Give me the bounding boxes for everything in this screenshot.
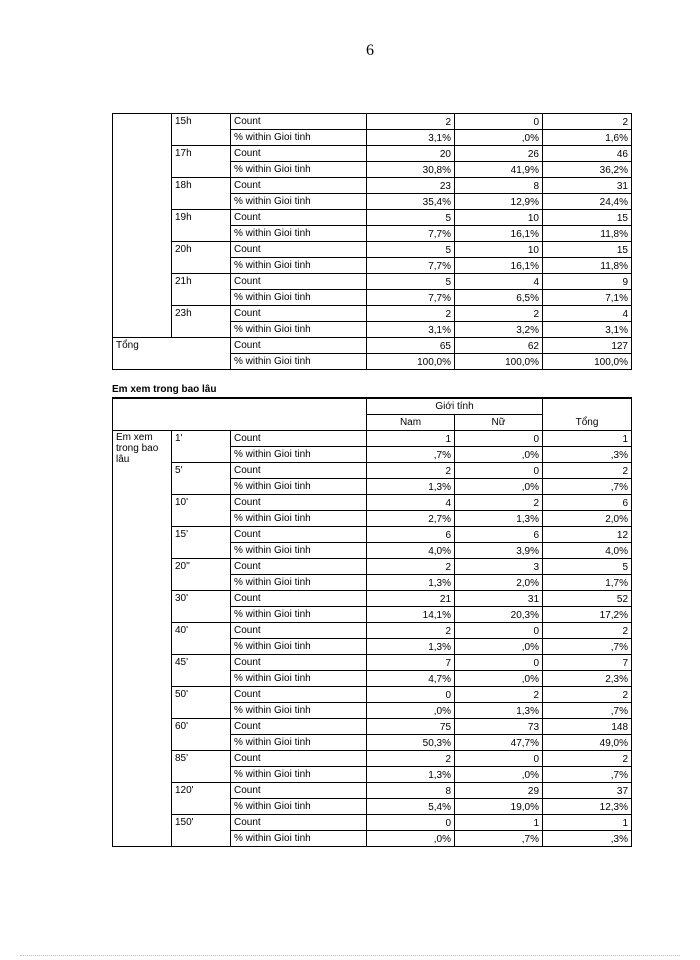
count-cell: 10: [455, 210, 543, 226]
table-row: [113, 114, 632, 130]
group-label: 21h: [172, 274, 231, 306]
stat-label-count: Count: [231, 751, 367, 767]
stat-label-count: Count: [231, 114, 367, 130]
pct-cell: ,0%: [367, 703, 455, 719]
pct-cell: 41,9%: [455, 162, 543, 178]
table-row: [113, 719, 632, 735]
stat-label-count: Count: [231, 242, 367, 258]
table-row: [113, 815, 632, 831]
count-cell: 6: [367, 527, 455, 543]
count-cell: 1: [543, 431, 632, 447]
header-corner: [113, 398, 367, 431]
stat-label-count: Count: [231, 463, 367, 479]
pct-cell: 3,1%: [543, 322, 632, 338]
count-cell: 0: [455, 655, 543, 671]
count-cell: 3: [455, 559, 543, 575]
stat-label-pct: % within Gioi tinh: [231, 322, 367, 338]
stat-label-pct: % within Gioi tinh: [231, 479, 367, 495]
stat-label-count: Count: [231, 815, 367, 831]
pct-cell: 50,3%: [367, 735, 455, 751]
stat-label-count: Count: [231, 783, 367, 799]
pct-cell: ,7%: [543, 703, 632, 719]
group-label: 18h: [172, 178, 231, 210]
pct-cell: ,0%: [455, 130, 543, 146]
count-cell: 2: [543, 463, 632, 479]
header-male: Nam: [367, 415, 455, 431]
count-cell: 5: [367, 242, 455, 258]
group-label: 15h: [172, 114, 231, 146]
pct-cell: ,0%: [455, 479, 543, 495]
pct-cell: 5,4%: [367, 799, 455, 815]
stat-label-count: Count: [231, 559, 367, 575]
table-row: [113, 274, 632, 290]
count-cell: 2: [455, 306, 543, 322]
count-cell: 8: [367, 783, 455, 799]
group-label: 23h: [172, 306, 231, 338]
pct-cell: 1,3%: [367, 767, 455, 783]
pct-cell: 7,7%: [367, 258, 455, 274]
group-label: 60': [172, 719, 231, 751]
group-label: 19h: [172, 210, 231, 242]
group-label: 17h: [172, 146, 231, 178]
count-cell: 15: [543, 242, 632, 258]
pct-cell: 100,0%: [455, 354, 543, 370]
count-cell: 2: [543, 623, 632, 639]
table-row: [113, 655, 632, 671]
count-cell: 75: [367, 719, 455, 735]
row-variable-label: Em xem trong bao lâu: [113, 431, 172, 847]
pct-cell: 12,9%: [455, 194, 543, 210]
pct-cell: 49,0%: [543, 735, 632, 751]
count-cell: 8: [455, 178, 543, 194]
stat-label-count: Count: [231, 274, 367, 290]
pct-cell: 2,3%: [543, 671, 632, 687]
pct-cell: 7,7%: [367, 226, 455, 242]
pct-cell: 4,0%: [543, 543, 632, 559]
count-cell: 4: [367, 495, 455, 511]
count-cell: 4: [455, 274, 543, 290]
count-cell: 21: [367, 591, 455, 607]
count-cell: 52: [543, 591, 632, 607]
count-cell: 2: [367, 463, 455, 479]
count-cell: 1: [543, 815, 632, 831]
count-cell: 6: [543, 495, 632, 511]
stat-label-pct: % within Gioi tinh: [231, 831, 367, 847]
pct-cell: ,7%: [543, 767, 632, 783]
pct-cell: 2,0%: [543, 511, 632, 527]
stat-label-pct: % within Gioi tinh: [231, 258, 367, 274]
pct-cell: 1,3%: [367, 479, 455, 495]
pct-cell: 16,1%: [455, 226, 543, 242]
count-cell: 23: [367, 178, 455, 194]
stat-label-pct: % within Gioi tinh: [231, 735, 367, 751]
stat-label-pct: % within Gioi tinh: [231, 162, 367, 178]
pct-cell: 1,3%: [367, 639, 455, 655]
pct-cell: ,0%: [455, 671, 543, 687]
stat-label-count: Count: [231, 338, 367, 354]
pct-cell: 3,1%: [367, 322, 455, 338]
pct-cell: 11,8%: [543, 258, 632, 274]
pct-cell: 19,0%: [455, 799, 543, 815]
group-label: 120': [172, 783, 231, 815]
stat-label-pct: % within Gioi tinh: [231, 194, 367, 210]
count-cell: 31: [455, 591, 543, 607]
group-label: 150': [172, 815, 231, 847]
stat-label-pct: % within Gioi tinh: [231, 130, 367, 146]
pct-cell: ,7%: [543, 639, 632, 655]
pct-cell: 30,8%: [367, 162, 455, 178]
table-row: [113, 495, 632, 511]
header-female: Nữ: [455, 415, 543, 431]
count-cell: 2: [367, 559, 455, 575]
group-label: 10': [172, 495, 231, 527]
stat-label-count: Count: [231, 591, 367, 607]
pct-cell: 24,4%: [543, 194, 632, 210]
stat-label-count: Count: [231, 719, 367, 735]
count-cell: 2: [543, 687, 632, 703]
stat-label-pct: % within Gioi tinh: [231, 543, 367, 559]
stat-label-count: Count: [231, 687, 367, 703]
count-cell: 7: [367, 655, 455, 671]
pct-cell: ,3%: [543, 447, 632, 463]
table-row: [113, 431, 632, 447]
count-cell: 9: [543, 274, 632, 290]
pct-cell: 7,7%: [367, 290, 455, 306]
group-label: 45': [172, 655, 231, 687]
table-row: [113, 178, 632, 194]
pct-cell: 47,7%: [455, 735, 543, 751]
count-cell: 5: [367, 210, 455, 226]
group-label: 1': [172, 431, 231, 463]
stat-label-count: Count: [231, 431, 367, 447]
count-cell: 65: [367, 338, 455, 354]
count-cell: 2: [367, 114, 455, 130]
pct-cell: 2,7%: [367, 511, 455, 527]
pct-cell: 7,1%: [543, 290, 632, 306]
count-cell: 46: [543, 146, 632, 162]
stat-label-pct: % within Gioi tinh: [231, 575, 367, 591]
pct-cell: ,0%: [455, 767, 543, 783]
pct-cell: 1,6%: [543, 130, 632, 146]
table-row: [113, 527, 632, 543]
stat-label-pct: % within Gioi tinh: [231, 511, 367, 527]
pct-cell: ,0%: [455, 447, 543, 463]
pct-cell: 1,3%: [455, 511, 543, 527]
count-cell: 2: [455, 687, 543, 703]
count-cell: 0: [455, 431, 543, 447]
stat-label-count: Count: [231, 178, 367, 194]
table-title: Em xem trong bao lâu: [112, 384, 217, 395]
group-label: 85': [172, 751, 231, 783]
count-cell: 1: [367, 431, 455, 447]
pct-cell: 17,2%: [543, 607, 632, 623]
table-row: [113, 338, 632, 354]
stat-label-pct: % within Gioi tinh: [231, 767, 367, 783]
row-variable-label: [113, 114, 172, 338]
stat-label-pct: % within Gioi tinh: [231, 671, 367, 687]
count-cell: 127: [543, 338, 632, 354]
pct-cell: 16,1%: [455, 258, 543, 274]
count-cell: 2: [367, 751, 455, 767]
group-label: 5': [172, 463, 231, 495]
pct-cell: 35,4%: [367, 194, 455, 210]
table-row: [113, 751, 632, 767]
count-cell: 7: [543, 655, 632, 671]
pct-cell: 4,7%: [367, 671, 455, 687]
group-label: 30': [172, 591, 231, 623]
stat-label-pct: % within Gioi tinh: [231, 354, 367, 370]
page-number: 6: [366, 42, 374, 59]
count-cell: 62: [455, 338, 543, 354]
count-cell: 15: [543, 210, 632, 226]
stat-label-pct: % within Gioi tinh: [231, 703, 367, 719]
count-cell: 5: [543, 559, 632, 575]
count-cell: 0: [455, 463, 543, 479]
stat-label-pct: % within Gioi tinh: [231, 799, 367, 815]
count-cell: 0: [367, 687, 455, 703]
pct-cell: ,0%: [455, 639, 543, 655]
pct-cell: 12,3%: [543, 799, 632, 815]
header-gender: Giới tính: [367, 398, 543, 415]
count-cell: 2: [543, 114, 632, 130]
count-cell: 0: [367, 815, 455, 831]
table-row: [113, 210, 632, 226]
pct-cell: 14,1%: [367, 607, 455, 623]
pct-cell: 100,0%: [543, 354, 632, 370]
pct-cell: 1,7%: [543, 575, 632, 591]
stat-label-pct: % within Gioi tinh: [231, 639, 367, 655]
count-cell: 26: [455, 146, 543, 162]
pct-cell: 100,0%: [367, 354, 455, 370]
count-cell: 1: [455, 815, 543, 831]
table-row: [113, 591, 632, 607]
pct-cell: 20,3%: [455, 607, 543, 623]
count-cell: 20: [367, 146, 455, 162]
count-cell: 2: [367, 306, 455, 322]
group-label: 20'': [172, 559, 231, 591]
stat-label-pct: % within Gioi tinh: [231, 447, 367, 463]
crosstab-watch-duration: [112, 397, 632, 847]
crosstab-time-of-day: [112, 113, 632, 370]
pct-cell: ,3%: [543, 831, 632, 847]
count-cell: 0: [455, 623, 543, 639]
table-row: [113, 242, 632, 258]
count-cell: 4: [543, 306, 632, 322]
count-cell: 2: [455, 495, 543, 511]
stat-label-count: Count: [231, 146, 367, 162]
stat-label-count: Count: [231, 306, 367, 322]
header-total: Tổng: [543, 398, 632, 431]
stat-label-count: Count: [231, 623, 367, 639]
count-cell: 0: [455, 114, 543, 130]
pct-cell: ,7%: [543, 479, 632, 495]
pct-cell: 1,3%: [455, 703, 543, 719]
count-cell: 6: [455, 527, 543, 543]
group-label: 15': [172, 527, 231, 559]
count-cell: 31: [543, 178, 632, 194]
stat-label-count: Count: [231, 210, 367, 226]
stat-label-count: Count: [231, 655, 367, 671]
footer-divider: [20, 955, 680, 956]
pct-cell: 11,8%: [543, 226, 632, 242]
stat-label-pct: % within Gioi tinh: [231, 607, 367, 623]
stat-label-pct: % within Gioi tinh: [231, 226, 367, 242]
count-cell: 37: [543, 783, 632, 799]
count-cell: 12: [543, 527, 632, 543]
pct-cell: 1,3%: [367, 575, 455, 591]
stat-label-count: Count: [231, 527, 367, 543]
count-cell: 29: [455, 783, 543, 799]
count-cell: 2: [367, 623, 455, 639]
pct-cell: 6,5%: [455, 290, 543, 306]
pct-cell: 3,2%: [455, 322, 543, 338]
count-cell: 73: [455, 719, 543, 735]
table-row: [113, 306, 632, 322]
table-row: [113, 146, 632, 162]
pct-cell: ,0%: [367, 831, 455, 847]
stat-label-pct: % within Gioi tinh: [231, 290, 367, 306]
count-cell: 0: [455, 751, 543, 767]
table-row: [113, 559, 632, 575]
pct-cell: 3,1%: [367, 130, 455, 146]
pct-cell: 3,9%: [455, 543, 543, 559]
table-row: [113, 463, 632, 479]
count-cell: 5: [367, 274, 455, 290]
table-row: [113, 687, 632, 703]
group-label: 50': [172, 687, 231, 719]
pct-cell: 2,0%: [455, 575, 543, 591]
pct-cell: 36,2%: [543, 162, 632, 178]
count-cell: 10: [455, 242, 543, 258]
table-row: [113, 623, 632, 639]
pct-cell: ,7%: [367, 447, 455, 463]
count-cell: 148: [543, 719, 632, 735]
group-label: 20h: [172, 242, 231, 274]
pct-cell: 4,0%: [367, 543, 455, 559]
stat-label-count: Count: [231, 495, 367, 511]
pct-cell: ,7%: [455, 831, 543, 847]
count-cell: 2: [543, 751, 632, 767]
group-label: 40': [172, 623, 231, 655]
table-row: [113, 783, 632, 799]
total-label: Tổng: [113, 338, 231, 370]
